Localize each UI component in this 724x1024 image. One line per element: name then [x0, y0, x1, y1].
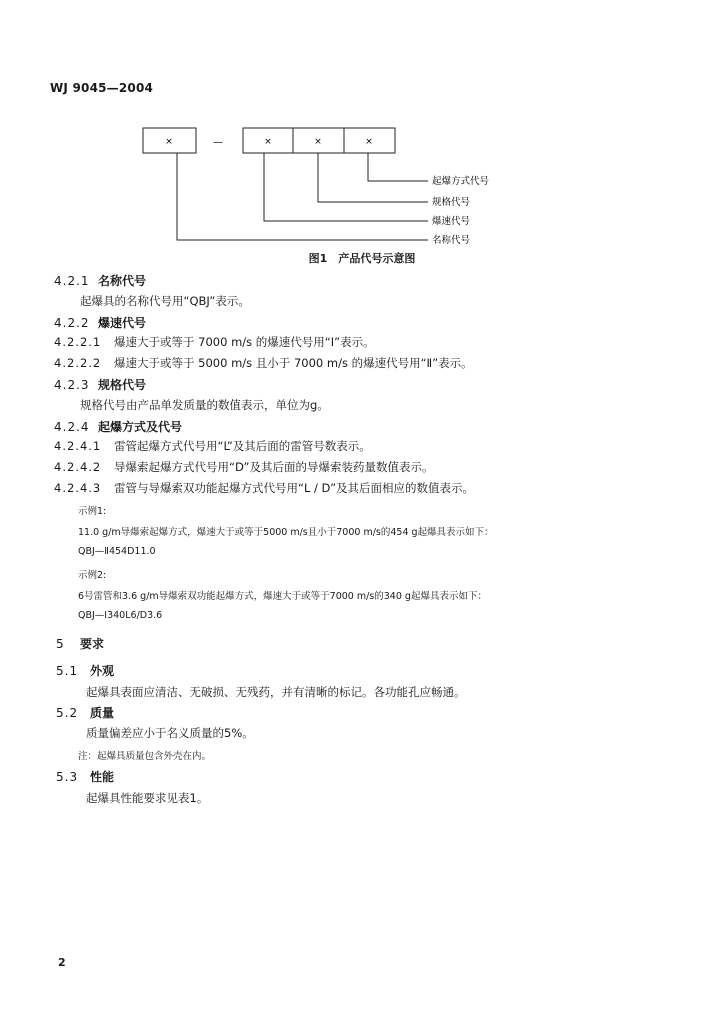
code-separator: —: [213, 137, 223, 148]
section-title: 规格代号: [98, 378, 147, 392]
clause-text: 爆速大于或等于 7000 m/s 的爆速代号用“Ⅰ”表示。: [114, 335, 375, 349]
clause-4-2-2-2: [54, 355, 473, 371]
clause-number: 4.2.4.1: [54, 439, 102, 453]
box-mark: ×: [314, 137, 322, 147]
running-header: WJ 9045—2004: [50, 81, 154, 95]
clause-4-2-2-1: [54, 334, 375, 350]
section-heading-4-2-3: [54, 376, 146, 393]
section-number: 5: [56, 637, 65, 651]
label-name-code: 名称代号: [432, 235, 471, 246]
section-heading-5-1: [56, 662, 114, 679]
section-number: 4.2.1: [54, 274, 90, 288]
page-number: 2: [58, 956, 66, 969]
box-mark: ×: [264, 137, 272, 147]
leader-line-name: [177, 153, 428, 240]
clause-4-2-4-3: [54, 480, 474, 496]
section-heading-5-2: [56, 704, 114, 721]
section-title: 起爆方式及代号: [98, 420, 183, 434]
example-2-code: QBJ—Ⅰ340L6/D3.6: [78, 610, 163, 621]
section-heading-5: [56, 635, 104, 652]
section-number: 5.1: [56, 664, 79, 678]
clause-text: 导爆索起爆方式代号用“D”及其后面的导爆索装药量数值表示。: [114, 460, 434, 474]
section-heading-4-2-1: [54, 272, 146, 289]
figure-caption: 图1 产品代号示意图: [308, 252, 416, 265]
paragraph: 起爆具的名称代号用“QBJ”表示。: [80, 294, 250, 308]
clause-text: 雷管与导爆索双功能起爆方式代号用“L / D”及其后面相应的数值表示。: [114, 481, 475, 495]
product-code-diagram: [0, 0, 724, 260]
section-heading-4-2-4: [54, 418, 182, 435]
label-speed-code: 爆速代号: [432, 216, 471, 227]
clause-number: 4.2.4.3: [54, 481, 102, 495]
paragraph: 规格代号由产品单发质量的数值表示，单位为g。: [80, 398, 329, 412]
example-1-text: 11.0 g/m导爆索起爆方式，爆速大于或等于5000 m/s且小于7000 m/s的454 g起爆具表示如下：: [78, 527, 494, 538]
section-title: 质量: [90, 706, 115, 720]
leader-line-initiation: [368, 153, 428, 181]
section-number: 4.2.4: [54, 420, 90, 434]
leader-line-spec: [318, 153, 428, 202]
paragraph: 质量偏差应小于名义质量的5%。: [86, 726, 254, 740]
section-heading-4-2-2: [54, 314, 146, 331]
clause-number: 4.2.4.2: [54, 460, 102, 474]
box-mark: ×: [365, 137, 373, 147]
note: 注：起爆具质量包含外壳在内。: [78, 751, 212, 762]
section-title: 爆速代号: [98, 316, 147, 330]
box-mark: ×: [165, 137, 173, 147]
clause-text: 雷管起爆方式代号用“L”及其后面的雷管号数表示。: [114, 439, 371, 453]
section-number: 5.2: [56, 706, 79, 720]
paragraph: 起爆具性能要求见表1。: [86, 791, 209, 805]
clause-4-2-4-1: [54, 438, 371, 454]
section-number: 5.3: [56, 770, 79, 784]
paragraph: 起爆具表面应清洁、无破损、无残药，并有清晰的标记。各功能孔应畅通。: [86, 685, 466, 699]
leader-line-speed: [264, 153, 428, 221]
example-2-text: 6号雷管和3.6 g/m导爆索双功能起爆方式，爆速大于或等于7000 m/s的340 g起爆具表示如下：: [78, 591, 487, 602]
clause-number: 4.2.2.2: [54, 356, 102, 370]
section-heading-5-3: [56, 768, 114, 785]
example-1-code: QBJ—Ⅱ454D11.0: [78, 546, 156, 557]
label-spec-code: 规格代号: [432, 197, 471, 208]
section-number: 4.2.3: [54, 378, 90, 392]
section-number: 4.2.2: [54, 316, 90, 330]
section-title: 要求: [80, 637, 105, 651]
section-title: 名称代号: [98, 274, 147, 288]
clause-4-2-4-2: [54, 459, 433, 475]
label-initiation-code: 起爆方式代号: [432, 176, 490, 187]
section-title: 外观: [90, 664, 115, 678]
example-2-label: 示例2:: [78, 570, 107, 581]
section-title: 性能: [90, 770, 115, 784]
clause-text: 爆速大于或等于 5000 m/s 且小于 7000 m/s 的爆速代号用“Ⅱ”表示。: [114, 356, 473, 370]
example-1-label: 示例1:: [78, 506, 107, 517]
clause-number: 4.2.2.1: [54, 335, 102, 349]
